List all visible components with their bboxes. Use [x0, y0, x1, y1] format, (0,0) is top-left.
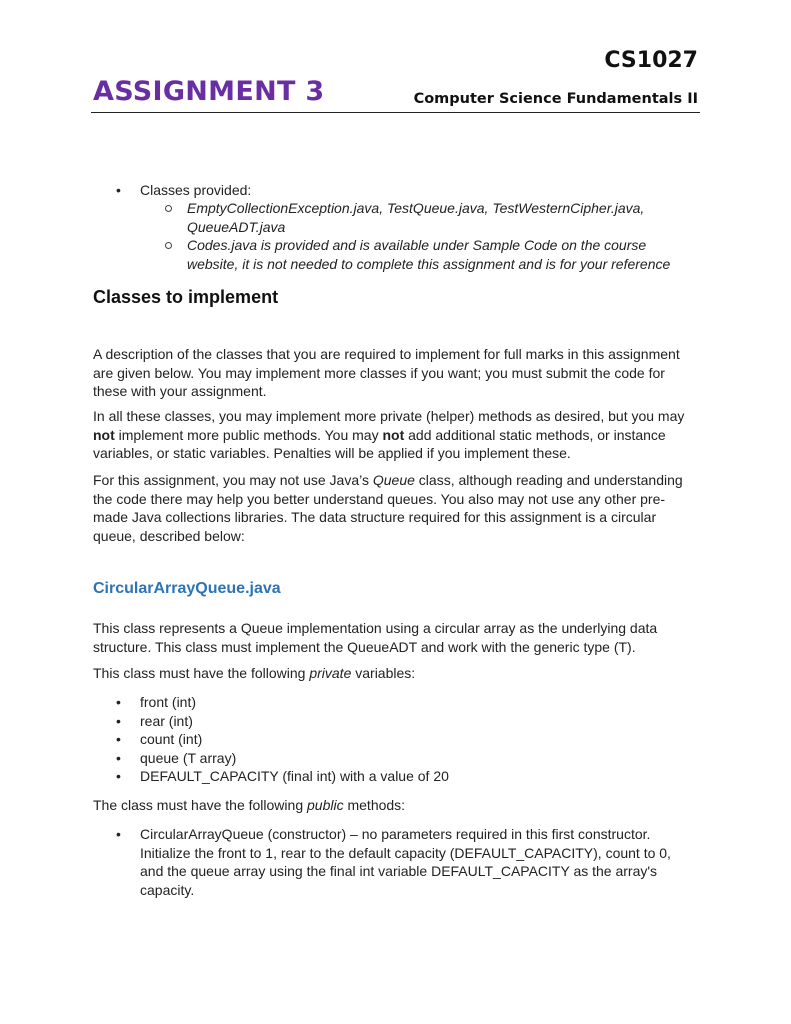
public-methods-intro: The class must have the following public methods: [93, 797, 406, 813]
provided-item-1: EmptyCollectionException.java, TestQueue.java, TestWesternCipher.java, QueueADT.java [187, 200, 645, 235]
list-item: front (int) [140, 694, 197, 710]
list-item: count (int) [140, 731, 203, 747]
bullet-icon: • [116, 182, 121, 198]
bullet-icon: • [116, 694, 121, 710]
intro-paragraph-2: In all these classes, you may implement more private (helper) methods as desired, but you may not implement more public methods. You may not add additional static methods, or instance variables, or static variables. Penalties will be applied if you implement these. [93, 408, 685, 461]
bullet-icon: • [116, 731, 121, 747]
header-divider [91, 112, 700, 113]
bullet-icon: • [116, 768, 121, 784]
bullet-icon: • [116, 826, 121, 842]
intro-paragraph-3: For this assignment, you may not use Java’s Queue class, although reading and understanding the code there may help you better understand queues. You also may not use any other pre- made Java collections libraries. The data structure required for this assignment is a circular queue, described below: [93, 472, 683, 544]
course-name: Computer Science Fundamentals II [413, 91, 698, 107]
intro-paragraph-1: A description of the classes that you are required to implement for full marks in this assignment are given below. You may implement more classes if you want; you must submit the code for these with your assignment. [93, 346, 680, 399]
list-item: queue (T array) [140, 750, 237, 766]
list-item: DEFAULT_CAPACITY (final int) with a value of 20 [140, 768, 449, 784]
sub-bullet-icon [165, 242, 172, 249]
section-title: Classes to implement [93, 287, 279, 307]
bullet-icon: • [116, 750, 121, 766]
bullet-icon: • [116, 713, 121, 729]
list-item: CircularArrayQueue (constructor) – no parameters required in this first constructor. Initialize the front to 1, rear to the default capacity (DEFAULT_CAPACITY), count to 0, and the queue array using the final int variable DEFAULT_CAPACITY as the array's capacity. [140, 826, 671, 898]
list-item: rear (int) [140, 713, 193, 729]
sub-bullet-icon [165, 205, 172, 212]
class-title: CircularArrayQueue.java [93, 580, 281, 597]
class-description: This class represents a Queue implementation using a circular array as the underlying data structure. This class must implement the QueueADT and work with the generic type (T). [93, 620, 658, 655]
assignment-title: ASSIGNMENT 3 [93, 76, 325, 107]
provided-item-2: Codes.java is provided and is available under Sample Code on the course website, it is not needed to complete this assignment and is for your reference [187, 237, 671, 272]
course-code: CS1027 [604, 48, 698, 73]
provided-label: Classes provided: [140, 182, 252, 198]
private-vars-intro: This class must have the following private variables: [93, 665, 416, 681]
